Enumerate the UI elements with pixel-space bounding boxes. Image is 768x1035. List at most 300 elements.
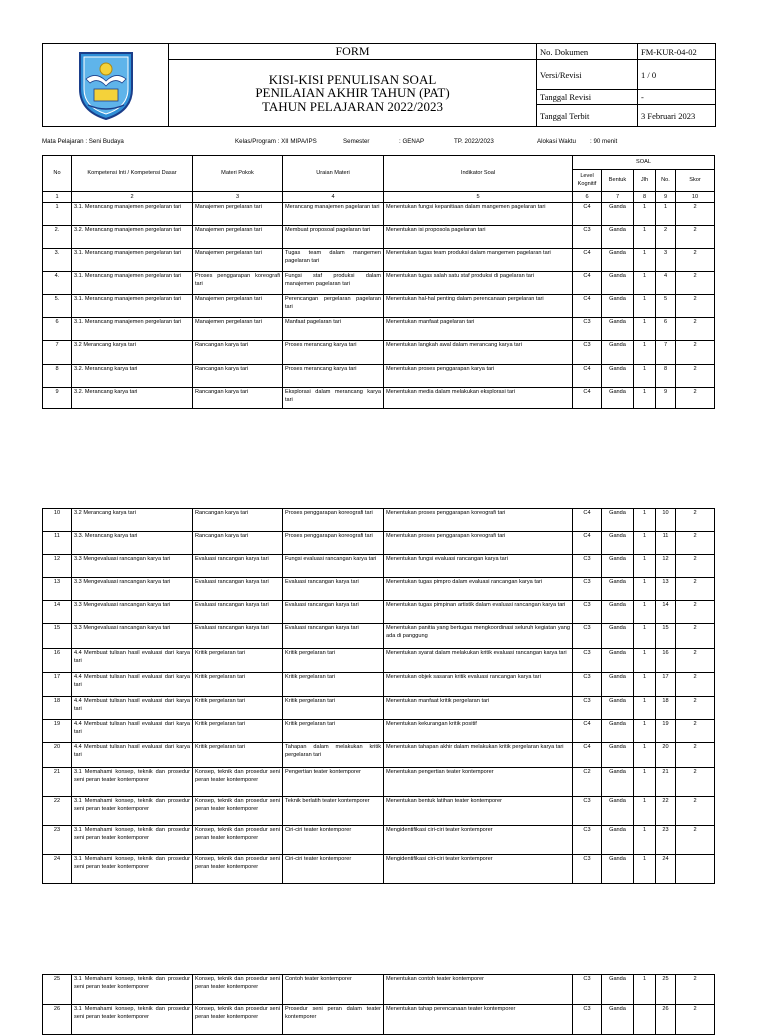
competency-cell: 3.2. Merancang karya tari — [72, 365, 193, 388]
score-cell: 2 — [676, 249, 715, 272]
score-cell: 2 — [676, 295, 715, 318]
competency-cell: 3.1 Memahami konsep, teknik dan prosedur seni peran teater kontemporer — [72, 797, 193, 826]
description-cell: Fungsi evaluasi rancangan karya tari — [283, 555, 384, 578]
description-cell: Contoh teater kontemporer — [283, 975, 384, 1005]
table-row — [43, 532, 715, 555]
description-cell: Kritik pergelaran tari — [283, 697, 384, 720]
meta-semester-label: Semester — [343, 138, 370, 145]
question-count-cell: 1 — [634, 624, 656, 649]
cognitive-level-cell: C4 — [573, 532, 602, 555]
col-header-skor: Skor — [676, 170, 715, 192]
question-number-cell: 5 — [656, 295, 676, 318]
question-count-cell: 1 — [634, 226, 656, 249]
question-count-cell: 1 — [634, 509, 656, 532]
description-cell: Proses merancang karya tari — [283, 365, 384, 388]
score-cell: 2 — [676, 649, 715, 673]
score-cell: 2 — [676, 578, 715, 601]
question-count-cell: 1 — [634, 743, 656, 768]
doc-label-number: No. Dokumen — [537, 44, 638, 60]
question-count-cell: 1 — [634, 532, 656, 555]
question-number-cell: 24 — [656, 855, 676, 884]
row-number: 21 — [43, 768, 72, 797]
question-count-cell: 1 — [634, 720, 656, 743]
question-type-cell: Ganda — [602, 318, 634, 341]
score-cell: 2 — [676, 318, 715, 341]
cognitive-level-cell: C3 — [573, 855, 602, 884]
score-cell: 2 — [676, 797, 715, 826]
table-row — [43, 855, 715, 884]
score-cell: 2 — [676, 365, 715, 388]
indicator-cell: Menentukan objek sasaran kritik evaluasi rancangan karya tari — [384, 673, 573, 697]
question-count-cell — [634, 1005, 656, 1035]
competency-cell: 3.1 Memahami konsep, teknik dan prosedur seni peran teater kontemporer — [72, 855, 193, 884]
row-number: 11 — [43, 532, 72, 555]
col-number: 4 — [283, 192, 384, 203]
cognitive-level-cell: C3 — [573, 797, 602, 826]
cognitive-level-cell: C4 — [573, 509, 602, 532]
col-header-bentuk: Bentuk — [602, 170, 634, 192]
doc-label-issue-date: Tanggal Terbit — [537, 105, 638, 127]
question-count-cell: 1 — [634, 697, 656, 720]
score-cell: 2 — [676, 388, 715, 409]
description-cell: Evaluasi rancangan karya tari — [283, 578, 384, 601]
col-number: 9 — [656, 192, 676, 203]
description-cell: Tugas team dalam mangemen pagelaran tari — [283, 249, 384, 272]
score-cell: 2 — [676, 720, 715, 743]
question-type-cell: Ganda — [602, 975, 634, 1005]
col-header-uraian: Uraian Materi — [283, 156, 384, 192]
question-number-cell: 7 — [656, 341, 676, 365]
question-count-cell: 1 — [634, 975, 656, 1005]
score-cell: 2 — [676, 226, 715, 249]
cognitive-level-cell: C3 — [573, 318, 602, 341]
score-cell: 2 — [676, 975, 715, 1005]
question-number-cell: 1 — [656, 203, 676, 226]
question-number-cell: 21 — [656, 768, 676, 797]
question-type-cell: Ganda — [602, 697, 634, 720]
cognitive-level-cell: C3 — [573, 826, 602, 855]
competency-cell: 3.2 Merancang karya tari — [72, 509, 193, 532]
row-number: 26 — [43, 1005, 72, 1035]
col-header-materi: Materi Pokok — [193, 156, 283, 192]
title-line-1: KISI-KISI PENULISAN SOAL — [268, 71, 437, 87]
cognitive-level-cell: C4 — [573, 295, 602, 318]
material-cell: Konsep, teknik dan prosedur seni peran teater kontemporer — [193, 1005, 283, 1035]
question-type-cell: Ganda — [602, 601, 634, 624]
table-row — [43, 295, 715, 318]
col-header-soal: SOAL — [573, 156, 715, 170]
score-cell: 2 — [676, 624, 715, 649]
table-row — [43, 578, 715, 601]
table-row — [43, 975, 715, 1005]
material-cell: Kritik pergelaran tari — [193, 697, 283, 720]
question-number-cell: 23 — [656, 826, 676, 855]
row-number: 17 — [43, 673, 72, 697]
competency-cell: 3.1 Memahami konsep, teknik dan prosedur seni peran teater kontemporer — [72, 975, 193, 1005]
material-cell: Kritik pergelaran tari — [193, 649, 283, 673]
indicator-cell: Mengidentifikasi ciri-ciri teater kontemporer — [384, 855, 573, 884]
question-count-cell: 1 — [634, 826, 656, 855]
material-cell: Konsep, teknik dan prosedur seni peran teater kontemporer — [193, 768, 283, 797]
score-cell: 2 — [676, 1005, 715, 1035]
description-cell: Kritik pergelaran tari — [283, 673, 384, 697]
question-count-cell: 1 — [634, 249, 656, 272]
question-number-cell: 14 — [656, 601, 676, 624]
description-cell: Ciri-ciri teater kontemporer — [283, 855, 384, 884]
row-number: 4. — [43, 272, 72, 295]
indicator-cell: Menentukan tugas team produksi dalam mangemen pagelaran tari — [384, 249, 573, 272]
kisi-table-block-2 — [42, 508, 715, 884]
row-number: 9 — [43, 388, 72, 409]
indicator-cell: Menentukan kekurangan kritik positif — [384, 720, 573, 743]
question-type-cell: Ganda — [602, 509, 634, 532]
score-cell: 2 — [676, 743, 715, 768]
table-row — [43, 673, 715, 697]
indicator-cell: Menentukan hal-hal penting dalam perencanaan pergelaran tari — [384, 295, 573, 318]
competency-cell: 3.3 Mengevaluasi rancangan karya tari — [72, 578, 193, 601]
row-number: 13 — [43, 578, 72, 601]
description-cell: Evaluasi rancangan karya tari — [283, 601, 384, 624]
kisi-table-block-3 — [42, 974, 715, 1035]
row-number: 23 — [43, 826, 72, 855]
question-type-cell: Ganda — [602, 203, 634, 226]
col-header-kd: Kompetensi Inti / Kompetensi Dasar — [72, 156, 193, 192]
competency-cell: 3.1. Merancang manajemen pergelaran tari — [72, 318, 193, 341]
material-cell: Rancangan karya tari — [193, 532, 283, 555]
material-cell: Rancangan karya tari — [193, 509, 283, 532]
doc-value-version: 1 / 0 — [638, 60, 716, 90]
title-line-2: PENILAIAN AKHIR TAHUN (PAT) — [255, 85, 450, 101]
question-type-cell: Ganda — [602, 720, 634, 743]
competency-cell: 3.1 Memahami konsep, teknik dan prosedur seni peran teater kontemporer — [72, 768, 193, 797]
indicator-cell: Menentukan fungsi evaluasi rancangan karya tari — [384, 555, 573, 578]
score-cell: 2 — [676, 555, 715, 578]
question-number-cell: 6 — [656, 318, 676, 341]
col-header-level: Level Kognitif — [573, 170, 602, 192]
question-number-cell: 11 — [656, 532, 676, 555]
question-number-cell: 8 — [656, 365, 676, 388]
school-emblem-icon — [76, 49, 136, 121]
table-row — [43, 555, 715, 578]
question-count-cell: 1 — [634, 578, 656, 601]
table-row — [43, 624, 715, 649]
cognitive-level-cell: C4 — [573, 203, 602, 226]
cognitive-level-cell: C3 — [573, 555, 602, 578]
meta-time-label: Alokasi Waktu — [537, 138, 576, 145]
question-number-cell: 26 — [656, 1005, 676, 1035]
table-row — [43, 203, 715, 226]
indicator-cell: Menentukan tugas pimpro dalam evaluasi rancangan karya tari — [384, 578, 573, 601]
school-logo-cell — [43, 44, 169, 127]
description-cell: Membuat proposoal pagelaran tari — [283, 226, 384, 249]
description-cell: Teknik berlatih teater kontemporer — [283, 797, 384, 826]
material-cell: Rancangan karya tari — [193, 388, 283, 409]
table-row — [43, 318, 715, 341]
col-header-nomor: No. — [656, 170, 676, 192]
doc-value-issue-date: 3 Februari 2023 — [638, 105, 716, 127]
question-count-cell: 1 — [634, 295, 656, 318]
competency-cell: 3.1. Merancang manajemen pergelaran tari — [72, 203, 193, 226]
table-row — [43, 720, 715, 743]
row-number: 19 — [43, 720, 72, 743]
row-number: 1 — [43, 203, 72, 226]
description-cell: Ciri-ciri teater kontemporer — [283, 826, 384, 855]
indicator-cell: Menentukan proses penggarapan koreografi tari — [384, 532, 573, 555]
table-row — [43, 341, 715, 365]
cognitive-level-cell: C3 — [573, 226, 602, 249]
indicator-cell: Menentukan langkah awal dalam merancang karya tari — [384, 341, 573, 365]
indicator-cell: Mengidentifikasi ciri-ciri teater kontemporer — [384, 826, 573, 855]
row-number: 6 — [43, 318, 72, 341]
competency-cell: 3.3 Mengevaluasi rancangan karya tari — [72, 601, 193, 624]
question-number-cell: 17 — [656, 673, 676, 697]
col-header-jlh: Jlh — [634, 170, 656, 192]
question-type-cell: Ganda — [602, 295, 634, 318]
score-cell: 2 — [676, 532, 715, 555]
score-cell: 2 — [676, 768, 715, 797]
row-number: 16 — [43, 649, 72, 673]
indicator-cell: Menentukan tahap perencanaan teater kontemporer — [384, 1005, 573, 1035]
question-count-cell: 1 — [634, 855, 656, 884]
material-cell: Manajemen pergelaran tari — [193, 226, 283, 249]
competency-cell: 3.3 Mengevaluasi rancangan karya tari — [72, 555, 193, 578]
row-number: 24 — [43, 855, 72, 884]
question-count-cell: 1 — [634, 388, 656, 409]
table-row — [43, 743, 715, 768]
description-cell: Eksplorasi dalam merancang karya tari — [283, 388, 384, 409]
description-cell: Manfaat pagelaran tari — [283, 318, 384, 341]
question-type-cell: Ganda — [602, 249, 634, 272]
description-cell: Kritik pergelaran tari — [283, 649, 384, 673]
description-cell: Proses penggarapan koreografi tari — [283, 509, 384, 532]
row-number: 5. — [43, 295, 72, 318]
col-number: 6 — [573, 192, 602, 203]
material-cell: Kritik pergelaran tari — [193, 743, 283, 768]
description-cell: Perencangan pergelaran pagelaran tari — [283, 295, 384, 318]
table-row — [43, 649, 715, 673]
row-number: 14 — [43, 601, 72, 624]
question-number-cell: 2 — [656, 226, 676, 249]
question-type-cell: Ganda — [602, 388, 634, 409]
indicator-cell: Menentukan pengertian teater kontemporer — [384, 768, 573, 797]
material-cell: Kritik pergelaran tari — [193, 673, 283, 697]
score-cell — [676, 855, 715, 884]
col-number: 2 — [72, 192, 193, 203]
row-number: 18 — [43, 697, 72, 720]
table-row — [43, 697, 715, 720]
row-number: 12 — [43, 555, 72, 578]
material-cell: Rancangan karya tari — [193, 365, 283, 388]
question-number-cell: 18 — [656, 697, 676, 720]
table-row — [43, 826, 715, 855]
question-number-cell: 4 — [656, 272, 676, 295]
cognitive-level-cell: C4 — [573, 365, 602, 388]
question-count-cell: 1 — [634, 365, 656, 388]
indicator-cell: Menentukan fungsi kepanitiaan dalam mangemen pagelaran tari — [384, 203, 573, 226]
competency-cell: 3.3. Merancang karya tari — [72, 532, 193, 555]
meta-class: Kelas/Program : XII MIPA/IPS — [235, 138, 317, 145]
cognitive-level-cell: C3 — [573, 673, 602, 697]
competency-cell: 4.4 Membuat tulisan hasil evaluasi dari karya tari — [72, 720, 193, 743]
kisi-table-block-1 — [42, 155, 715, 409]
question-type-cell: Ganda — [602, 673, 634, 697]
table-row — [43, 601, 715, 624]
material-cell: Evaluasi rancangan karya tari — [193, 601, 283, 624]
question-type-cell: Ganda — [602, 341, 634, 365]
table-row — [43, 768, 715, 797]
question-type-cell: Ganda — [602, 855, 634, 884]
table-row — [43, 797, 715, 826]
doc-value-revision-date: - — [638, 90, 716, 105]
col-number: 8 — [634, 192, 656, 203]
table-row — [43, 1005, 715, 1035]
cognitive-level-cell: C4 — [573, 388, 602, 409]
indicator-cell: Menentukan bentuk latihan teater kontemporer — [384, 797, 573, 826]
material-cell: Manajemen pergelaran tari — [193, 249, 283, 272]
title-line-3: TAHUN PELAJARAN 2022/2023 — [262, 98, 443, 114]
competency-cell: 3.1 Memahami konsep, teknik dan prosedur seni peran teater kontemporer — [72, 1005, 193, 1035]
row-number: 25 — [43, 975, 72, 1005]
row-number: 7 — [43, 341, 72, 365]
question-type-cell: Ganda — [602, 826, 634, 855]
cognitive-level-cell: C3 — [573, 1005, 602, 1035]
form-label: FORM — [169, 44, 537, 60]
question-type-cell: Ganda — [602, 743, 634, 768]
document-header — [42, 43, 716, 127]
material-cell: Evaluasi rancangan karya tari — [193, 578, 283, 601]
indicator-cell: Menentukan panitia yang bertugas mengkoordinasi seluruh kegiatan yang ada di panggung — [384, 624, 573, 649]
question-count-cell: 1 — [634, 318, 656, 341]
row-number: 10 — [43, 509, 72, 532]
competency-cell: 4.4 Membuat tulisan hasil evaluasi dari karya tari — [72, 743, 193, 768]
row-number: 8 — [43, 365, 72, 388]
doc-label-revision-date: Tanggal Revisi — [537, 90, 638, 105]
score-cell: 2 — [676, 673, 715, 697]
cognitive-level-cell: C3 — [573, 649, 602, 673]
indicator-cell: Menentukan contoh teater kontemporer — [384, 975, 573, 1005]
table-row — [43, 388, 715, 409]
question-number-cell: 12 — [656, 555, 676, 578]
indicator-cell: Menentukan tugas salah satu staf produksi di pagelaran tari — [384, 272, 573, 295]
doc-label-version: Versi/Revisi — [537, 60, 638, 90]
score-cell: 2 — [676, 272, 715, 295]
table-row — [43, 365, 715, 388]
score-cell: 2 — [676, 203, 715, 226]
meta-time-value: : 90 menit — [590, 138, 618, 145]
material-cell: Manajemen pergelaran tari — [193, 203, 283, 226]
question-number-cell: 9 — [656, 388, 676, 409]
question-number-cell: 13 — [656, 578, 676, 601]
question-count-cell: 1 — [634, 768, 656, 797]
competency-cell: 3.2 Merancang karya tari — [72, 341, 193, 365]
competency-cell: 3.1. Merancang manajemen pergelaran tari — [72, 249, 193, 272]
competency-cell: 3.1. Merancang manajemen pergelaran tari — [72, 295, 193, 318]
description-cell: Proses penggarapan koreografi tari — [283, 532, 384, 555]
description-cell: Kritik pergelaran tari — [283, 720, 384, 743]
table-row — [43, 226, 715, 249]
cognitive-level-cell: C3 — [573, 624, 602, 649]
indicator-cell: Menentukan syarat dalam melakukan kritik evaluasi rancangan karya tari — [384, 649, 573, 673]
question-type-cell: Ganda — [602, 272, 634, 295]
question-number-cell: 20 — [656, 743, 676, 768]
question-type-cell: Ganda — [602, 578, 634, 601]
col-number: 3 — [193, 192, 283, 203]
competency-cell: 4.4 Membuat tulisan hasil evaluasi dari karya tari — [72, 649, 193, 673]
question-number-cell: 22 — [656, 797, 676, 826]
indicator-cell: Menentukan proses penggarapan koreografi tari — [384, 509, 573, 532]
material-cell: Evaluasi rancangan karya tari — [193, 624, 283, 649]
question-number-cell: 25 — [656, 975, 676, 1005]
description-cell: Proses merancang karya tari — [283, 341, 384, 365]
col-number: 5 — [384, 192, 573, 203]
question-count-cell: 1 — [634, 272, 656, 295]
material-cell: Manajemen pergelaran tari — [193, 295, 283, 318]
table-row — [43, 249, 715, 272]
cognitive-level-cell: C4 — [573, 743, 602, 768]
question-count-cell: 1 — [634, 341, 656, 365]
row-number: 20 — [43, 743, 72, 768]
cognitive-level-cell: C4 — [573, 720, 602, 743]
question-count-cell: 1 — [634, 649, 656, 673]
cognitive-level-cell: C3 — [573, 578, 602, 601]
description-cell: Evaluasi rancangan karya tari — [283, 624, 384, 649]
competency-cell: 3.1. Merancang manajemen pergelaran tari — [72, 272, 193, 295]
question-number-cell: 16 — [656, 649, 676, 673]
meta-tp: TP. 2022/2023 — [454, 138, 494, 145]
score-cell: 2 — [676, 341, 715, 365]
question-type-cell: Ganda — [602, 532, 634, 555]
question-count-cell: 1 — [634, 673, 656, 697]
meta-subject: Mata Pelajaran : Seni Budaya — [42, 138, 124, 145]
material-cell: Konsep, teknik dan prosedur seni peran teater kontemporer — [193, 855, 283, 884]
cognitive-level-cell: C3 — [573, 341, 602, 365]
material-cell: Konsep, teknik dan prosedur seni peran teater kontemporer — [193, 975, 283, 1005]
col-number: 10 — [676, 192, 715, 203]
row-number: 2. — [43, 226, 72, 249]
description-cell: Merancang manajemen pagelaran tari — [283, 203, 384, 226]
material-cell: Konsep, teknik dan prosedur seni peran teater kontemporer — [193, 826, 283, 855]
row-number: 3. — [43, 249, 72, 272]
question-number-cell: 10 — [656, 509, 676, 532]
indicator-cell: Menentukan isi proposola pagelaran tari — [384, 226, 573, 249]
question-count-cell: 1 — [634, 203, 656, 226]
question-type-cell: Ganda — [602, 649, 634, 673]
indicator-cell: Menentukan tugas pimpinan artistik dalam evaluasi rancangan karya tari — [384, 601, 573, 624]
meta-semester-value: : GENAP — [399, 138, 425, 145]
indicator-cell: Menentukan manfaat kritik pergelaran tari — [384, 697, 573, 720]
cognitive-level-cell: C4 — [573, 272, 602, 295]
col-header-no: No — [43, 156, 72, 192]
question-count-cell: 1 — [634, 555, 656, 578]
cognitive-level-cell: C3 — [573, 601, 602, 624]
question-type-cell: Ganda — [602, 226, 634, 249]
cognitive-level-cell: C3 — [573, 697, 602, 720]
score-cell: 2 — [676, 601, 715, 624]
document-title — [169, 60, 537, 127]
question-number-cell: 19 — [656, 720, 676, 743]
table-row — [43, 272, 715, 295]
material-cell: Rancangan karya tari — [193, 341, 283, 365]
competency-cell: 3.1 Memahami konsep, teknik dan prosedur seni peran teater kontemporer — [72, 826, 193, 855]
score-cell: 2 — [676, 826, 715, 855]
cognitive-level-cell: C4 — [573, 249, 602, 272]
table-row — [43, 509, 715, 532]
competency-cell: 3.3 Mengevaluasi rancangan karya tari — [72, 624, 193, 649]
score-cell: 2 — [676, 509, 715, 532]
material-cell: Konsep, teknik dan prosedur seni peran teater kontemporer — [193, 797, 283, 826]
competency-cell: 3.2. Merancang manajemen pergelaran tari — [72, 226, 193, 249]
question-type-cell: Ganda — [602, 797, 634, 826]
